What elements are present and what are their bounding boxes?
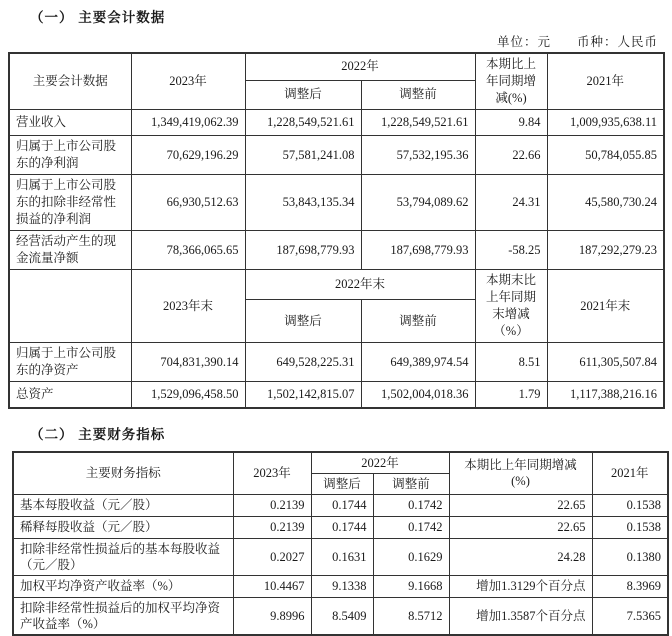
cell-2023: 0.2139 bbox=[233, 494, 311, 516]
cell-adj-after: 0.1744 bbox=[311, 494, 373, 516]
table-row-weighted-roe-excl bbox=[13, 597, 668, 635]
cell-2023: 9.8996 bbox=[233, 597, 311, 635]
cell-2023: 66,930,512.63 bbox=[131, 175, 245, 231]
row-label: 基本每股收益（元／股） bbox=[13, 494, 233, 516]
cell-adj-before: 187,698,779.93 bbox=[361, 231, 475, 270]
cell-2023: 704,831,390.14 bbox=[131, 343, 245, 382]
t1-header2-label-empty bbox=[9, 270, 131, 343]
cell-change: -58.25 bbox=[475, 231, 547, 270]
t2-header-2022: 2022年 bbox=[311, 452, 449, 474]
t1-header-label: 主要会计数据 bbox=[9, 53, 131, 110]
t2-header-change: 本期比上年同期增减(%) bbox=[449, 452, 592, 495]
t1-header-change: 本期比上年同期增减(%) bbox=[475, 53, 547, 110]
cell-adj-after: 649,528,225.31 bbox=[245, 343, 361, 382]
cell-adj-after: 0.1631 bbox=[311, 538, 373, 575]
t2-header-2021: 2021年 bbox=[592, 452, 668, 495]
t1-header-2022: 2022年 bbox=[245, 53, 475, 80]
table-row-net-assets bbox=[9, 343, 664, 382]
cell-2021: 187,292,279.23 bbox=[547, 231, 664, 270]
cell-2023: 1,349,419,062.39 bbox=[131, 110, 245, 136]
cell-2023: 78,366,065.65 bbox=[131, 231, 245, 270]
cell-adj-after: 1,502,142,815.07 bbox=[245, 382, 361, 408]
t2-header-2023: 2023年 bbox=[233, 452, 311, 495]
cell-adj-before: 1,228,549,521.61 bbox=[361, 110, 475, 136]
t1-header2-change: 本期末比上年同期末增减（%） bbox=[475, 270, 547, 343]
t1-header2-2021-end: 2021年末 bbox=[547, 270, 664, 343]
row-label: 扣除非经常性损益后的加权平均净资产收益率（%） bbox=[13, 597, 233, 635]
currency-label: 币种：人民币 bbox=[576, 35, 658, 49]
cell-adj-before: 53,794,089.62 bbox=[361, 175, 475, 231]
cell-2023: 10.4467 bbox=[233, 575, 311, 597]
cell-adj-before: 8.5712 bbox=[373, 597, 449, 635]
cell-change: 24.31 bbox=[475, 175, 547, 231]
table-row-revenue bbox=[9, 110, 664, 136]
t1-header-adj-after: 调整后 bbox=[245, 80, 361, 109]
cell-2023: 1,529,096,458.50 bbox=[131, 382, 245, 408]
section2-title: （二） 主要财务指标 bbox=[30, 426, 166, 442]
row-label: 稀释每股收益（元／股） bbox=[13, 516, 233, 538]
row-label: 总资产 bbox=[9, 382, 131, 408]
cell-2023: 70,629,196.29 bbox=[131, 136, 245, 175]
cell-adj-before: 9.1668 bbox=[373, 575, 449, 597]
cell-2021: 0.1538 bbox=[592, 494, 668, 516]
cell-adj-after: 8.5409 bbox=[311, 597, 373, 635]
row-label: 营业收入 bbox=[9, 110, 131, 136]
table-row-net-profit bbox=[9, 136, 664, 175]
cell-2021: 45,580,730.24 bbox=[547, 175, 664, 231]
cell-2021: 50,784,055.85 bbox=[547, 136, 664, 175]
t1-header-adj-before: 调整前 bbox=[361, 80, 475, 109]
table-row-net-profit-excl bbox=[9, 175, 664, 231]
cell-adj-after: 1,228,549,521.61 bbox=[245, 110, 361, 136]
financial-indicators-table bbox=[12, 451, 669, 636]
cell-adj-before: 57,532,195.36 bbox=[361, 136, 475, 175]
cell-change: 9.84 bbox=[475, 110, 547, 136]
t1-header2-row-top bbox=[9, 270, 664, 300]
t1-header2-adj-before: 调整前 bbox=[361, 300, 475, 343]
table-row-cash-flow bbox=[9, 231, 664, 270]
cell-adj-after: 53,843,135.34 bbox=[245, 175, 361, 231]
t1-header-2023: 2023年 bbox=[131, 53, 245, 110]
t2-header-adj-before: 调整前 bbox=[373, 473, 449, 494]
t1-header-2021: 2021年 bbox=[547, 53, 664, 110]
cell-adj-after: 9.1338 bbox=[311, 575, 373, 597]
cell-adj-before: 0.1629 bbox=[373, 538, 449, 575]
cell-adj-before: 0.1742 bbox=[373, 494, 449, 516]
t1-header2-2023-end: 2023年末 bbox=[131, 270, 245, 343]
cell-2021: 0.1538 bbox=[592, 516, 668, 538]
cell-change: 24.28 bbox=[449, 538, 592, 575]
table-row-basic-eps bbox=[13, 494, 668, 516]
t2-header-adj-after: 调整后 bbox=[311, 473, 373, 494]
cell-adj-after: 187,698,779.93 bbox=[245, 231, 361, 270]
row-label: 经营活动产生的现金流量净额 bbox=[9, 231, 131, 270]
unit-line bbox=[8, 32, 658, 50]
cell-change: 8.51 bbox=[475, 343, 547, 382]
cell-adj-before: 0.1742 bbox=[373, 516, 449, 538]
t2-header-row-top bbox=[13, 452, 668, 474]
cell-change: 22.66 bbox=[475, 136, 547, 175]
cell-change: 增加1.3129个百分点 bbox=[449, 575, 592, 597]
t1-header2-adj-after: 调整后 bbox=[245, 300, 361, 343]
table-row-total-assets bbox=[9, 382, 664, 408]
t2-header-label: 主要财务指标 bbox=[13, 452, 233, 495]
t1-header-row-top bbox=[9, 53, 664, 80]
accounting-data-table bbox=[8, 52, 665, 409]
cell-2023: 0.2027 bbox=[233, 538, 311, 575]
cell-change: 22.65 bbox=[449, 494, 592, 516]
cell-2023: 0.2139 bbox=[233, 516, 311, 538]
cell-2021: 7.5365 bbox=[592, 597, 668, 635]
cell-adj-before: 649,389,974.54 bbox=[361, 343, 475, 382]
row-label: 归属于上市公司股东的净利润 bbox=[9, 136, 131, 175]
row-label: 加权平均净资产收益率（%） bbox=[13, 575, 233, 597]
cell-adj-after: 57,581,241.08 bbox=[245, 136, 361, 175]
row-label: 归属于上市公司股东的净资产 bbox=[9, 343, 131, 382]
cell-2021: 1,009,935,638.11 bbox=[547, 110, 664, 136]
cell-adj-before: 1,502,004,018.36 bbox=[361, 382, 475, 408]
section1-title: （一） 主要会计数据 bbox=[30, 10, 166, 25]
row-label: 归属于上市公司股东的扣除非经常性损益的净利润 bbox=[9, 175, 131, 231]
cell-change: 22.65 bbox=[449, 516, 592, 538]
row-label: 扣除非经常性损益后的基本每股收益（元／股） bbox=[13, 538, 233, 575]
cell-2021: 1,117,388,216.16 bbox=[547, 382, 664, 408]
cell-2021: 0.1380 bbox=[592, 538, 668, 575]
cell-2021: 611,305,507.84 bbox=[547, 343, 664, 382]
cell-adj-after: 0.1744 bbox=[311, 516, 373, 538]
cell-change: 1.79 bbox=[475, 382, 547, 408]
table-row-diluted-eps bbox=[13, 516, 668, 538]
cell-change: 增加1.3587个百分点 bbox=[449, 597, 592, 635]
table-row-basic-eps-excl bbox=[13, 538, 668, 575]
table-row-weighted-roe bbox=[13, 575, 668, 597]
t1-header2-2022-end: 2022年末 bbox=[245, 270, 475, 300]
unit-label: 单位：元 bbox=[496, 35, 551, 49]
cell-2021: 8.3969 bbox=[592, 575, 668, 597]
